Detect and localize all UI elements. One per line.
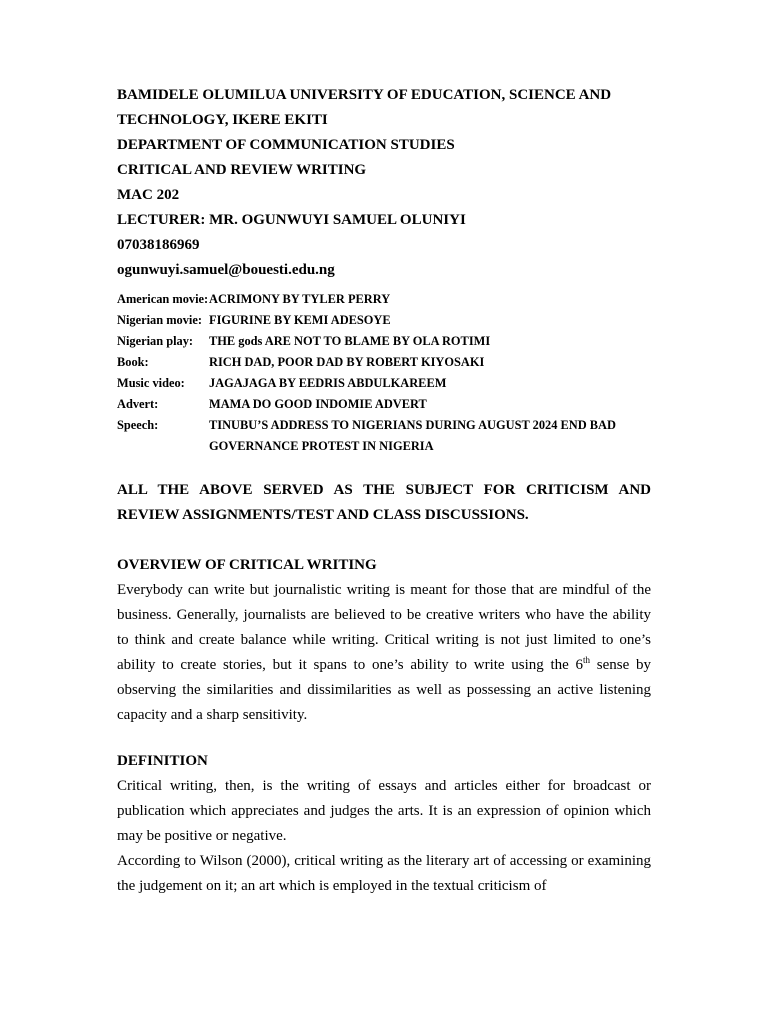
subject-value: TINUBU’S ADDRESS TO NIGERIANS DURING AUGUST 2024 END BAD GOVERNANCE PROTEST IN NIGERIA bbox=[209, 418, 616, 453]
subject-item bbox=[117, 415, 651, 457]
subject-label: Music video: bbox=[117, 376, 185, 390]
subject-value: MAMA DO GOOD INDOMIE ADVERT bbox=[209, 397, 427, 411]
overview-text-part2: sense by observing the similarities and dissimilarities as well as possessing an active listening capacity and a sharp sensitivity. bbox=[117, 657, 651, 723]
subject-item bbox=[117, 352, 651, 373]
subject-item bbox=[117, 394, 651, 415]
department-name: DEPARTMENT OF COMMUNICATION STUDIES bbox=[117, 137, 455, 153]
definition-section bbox=[117, 749, 651, 899]
subject-label: Advert: bbox=[117, 397, 159, 411]
lecturer-email: ogunwuyi.samuel@bouesti.edu.ng bbox=[117, 262, 335, 278]
definition-paragraph-2: According to Wilson (2000), critical writing as the literary art of accessing or examining the judgement on it; an art which is employed in the textual criticism of bbox=[117, 853, 651, 894]
document-page bbox=[117, 83, 651, 899]
university-name-line2: TECHNOLOGY, IKERE EKITI bbox=[117, 112, 328, 128]
definition-heading: DEFINITION bbox=[117, 753, 208, 769]
subject-item bbox=[117, 310, 651, 331]
subject-item bbox=[117, 331, 651, 352]
subject-value: ACRIMONY BY TYLER PERRY bbox=[209, 292, 391, 306]
course-title: CRITICAL AND REVIEW WRITING bbox=[117, 162, 367, 178]
subject-value: FIGURINE BY KEMI ADESOYE bbox=[209, 313, 391, 327]
assignment-note: ALL THE ABOVE SERVED AS THE SUBJECT FOR CRITICISM AND REVIEW ASSIGNMENTS/TEST AND CLASS DISCUSSIONS. bbox=[117, 482, 651, 523]
subject-label: American movie: bbox=[117, 292, 209, 306]
subject-label: Nigerian movie: bbox=[117, 313, 202, 327]
subject-value: JAGAJAGA BY EEDRIS ABDULKAREEM bbox=[209, 376, 447, 390]
subject-list bbox=[117, 289, 651, 457]
overview-section bbox=[117, 553, 651, 728]
university-name-line1: BAMIDELE OLUMILUA UNIVERSITY OF EDUCATION, SCIENCE AND bbox=[117, 87, 612, 103]
subject-item bbox=[117, 373, 651, 394]
subject-label: Book: bbox=[117, 355, 149, 369]
overview-text-part1: Everybody can write but journalistic writing is meant for those that are mindful of the business. Generally, journalists are believed to be creative writers who have the ability to think and create balance while writing. Critical writing is not just limited to one’s ability to create stories, but it spans to one’s ability to write using the 6 bbox=[117, 582, 651, 673]
lecturer-name: LECTURER: MR. OGUNWUYI SAMUEL OLUNIYI bbox=[117, 212, 466, 228]
overview-heading: OVERVIEW OF CRITICAL WRITING bbox=[117, 557, 377, 573]
overview-paragraph bbox=[117, 578, 651, 728]
subject-value: THE gods ARE NOT TO BLAME BY OLA ROTIMI bbox=[209, 334, 491, 348]
subject-label: Speech: bbox=[117, 418, 159, 432]
subject-label: Nigerian play: bbox=[117, 334, 194, 348]
course-code: MAC 202 bbox=[117, 187, 180, 203]
subject-value: RICH DAD, POOR DAD BY ROBERT KIYOSAKI bbox=[209, 355, 485, 369]
lecturer-phone: 07038186969 bbox=[117, 237, 200, 253]
document-header bbox=[117, 83, 651, 283]
ordinal-superscript: th bbox=[583, 655, 591, 665]
subject-item bbox=[117, 289, 651, 310]
definition-paragraph-1: Critical writing, then, is the writing of essays and articles either for broadcast or publication which appreciates and judges the arts. It is an expression of opinion which may be positive or negative. bbox=[117, 778, 651, 844]
